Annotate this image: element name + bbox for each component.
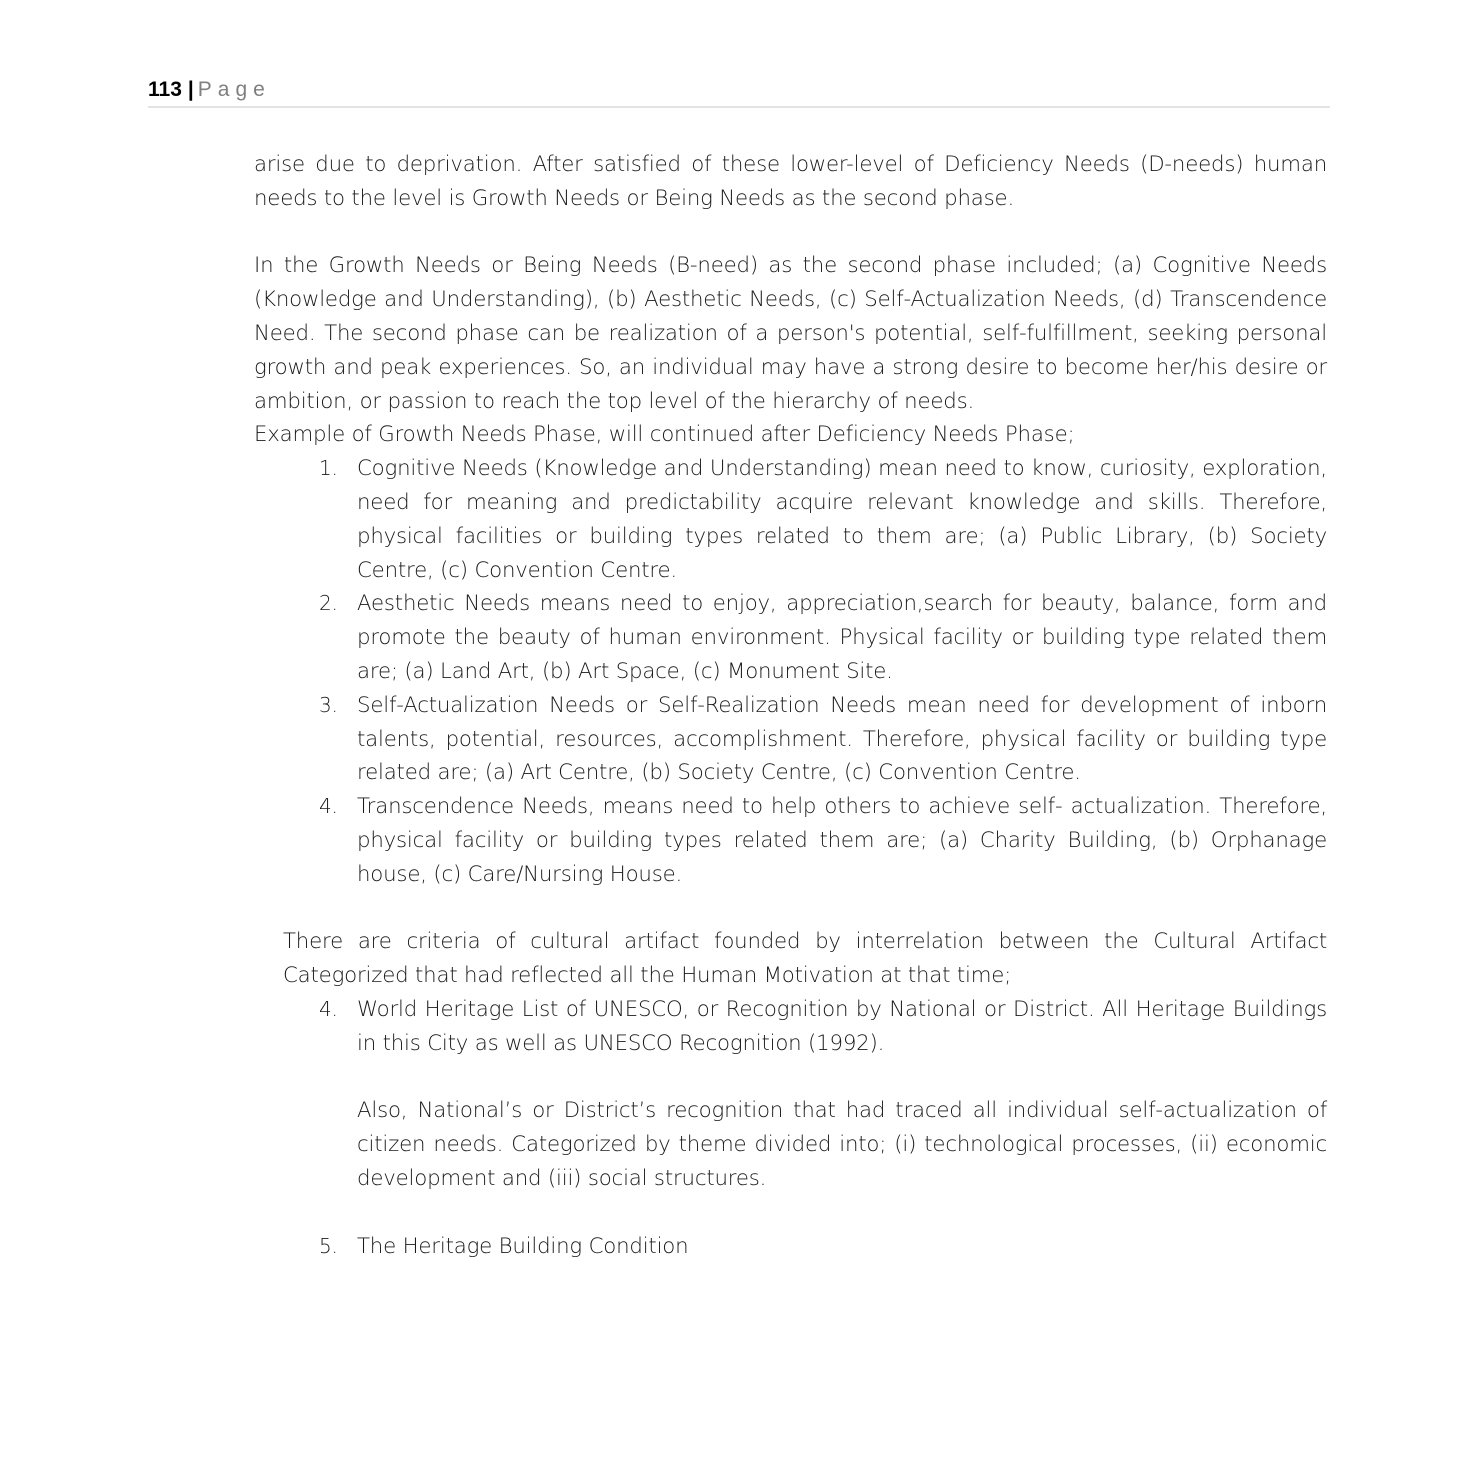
list-item-text: Cognitive Needs (Knowledge and Understanding) mean need to know, curiosity, exploration, need for meaning and predictability acquire relevant knowledge and skills. Therefore, physical facilities or building types related to them are; (a) Public Library, (b) Society Centre, (c) Convention Centre. bbox=[357, 456, 1327, 583]
paragraph-example-intro: Example of Growth Needs Phase, will continued after Deficiency Needs Phase; bbox=[254, 422, 1075, 448]
page-label: Page bbox=[197, 78, 271, 101]
page-header bbox=[148, 76, 1330, 108]
criteria-list-continued bbox=[254, 1230, 1327, 1264]
list-item-heritage-condition bbox=[254, 1230, 1327, 1264]
list-item-text: The Heritage Building Condition bbox=[357, 1233, 689, 1259]
document-body bbox=[254, 148, 1327, 1263]
list-number: 5. bbox=[319, 1233, 338, 1258]
page-number: 113 bbox=[148, 78, 182, 101]
list-item-text: Transcendence Needs, means need to help others to achieve self- actualization. Therefore, physical facility or building types related them are; (a) Charity Building, (b) Orphanage house, (c) Care/Nursing House. bbox=[357, 794, 1327, 887]
paragraph-cultural-artifact-criteria: There are criteria of cultural artifact founded by interrelation between the Cultural Artifact Categorized that had reflected all the Human Motivation at that time; bbox=[283, 929, 1327, 989]
paragraph-growth-needs: In the Growth Needs or Being Needs (B-need) as the second phase included; (a) Cognitive Needs (Knowledge and Understanding), (b) Aesthetic Needs, (c) Self-Actualization Needs, (d) Transcendence Need. The second phase can be realization of a person's potential, self-fulfillment, seeking personal growth and peak experiences. So, an individual may have a strong desire to become her/his desire or ambition, or passion to reach the top level of the hierarchy of needs. bbox=[254, 253, 1327, 414]
list-item-transcendence bbox=[254, 790, 1327, 891]
page-separator: | bbox=[187, 78, 194, 101]
paragraph-national-recognition: Also, National’s or District’s recognition that had traced all individual self-actualization of citizen needs. Categorized by theme divided into; (i) technological processes, (ii) economic development and (iii) social structures. bbox=[357, 1098, 1327, 1191]
list-number: 4. bbox=[319, 794, 338, 819]
paragraph-gap bbox=[254, 1196, 1327, 1230]
growth-needs-list bbox=[254, 452, 1327, 891]
paragraph-gap bbox=[254, 216, 1327, 250]
paragraph-deficiency-needs: arise due to deprivation. After satisfied of these lower-level of Deficiency Needs (D-needs) human needs to the level is Growth Needs or Being Needs as the second phase. bbox=[254, 152, 1327, 211]
paragraph-gap bbox=[254, 1061, 1327, 1095]
list-item-cognitive bbox=[254, 452, 1327, 587]
paragraph-gap bbox=[254, 892, 1327, 926]
list-item-self-actualization bbox=[254, 689, 1327, 790]
list-item-aesthetic bbox=[254, 587, 1327, 688]
list-number: 2. bbox=[319, 591, 338, 616]
list-number: 1. bbox=[319, 456, 338, 481]
list-number: 4. bbox=[319, 996, 338, 1021]
list-item-text: World Heritage List of UNESCO, or Recognition by National or District. All Heritage Buildings in this City as well as UNESCO Recognition (1992). bbox=[357, 996, 1327, 1056]
criteria-list bbox=[254, 993, 1327, 1061]
list-item-text: Self-Actualization Needs or Self-Realization Needs mean need for development of inborn talents, potential, resources, accomplishment. Therefore, physical facility or building type related are; (a) Art Centre, (b) Society Centre, (c) Convention Centre. bbox=[357, 692, 1327, 786]
list-item-text: Aesthetic Needs means need to enjoy, appreciation,search for beauty, balance, form and promote the beauty of human environment. Physical facility or building type related them are; (a) Land Art, (b) Art Space, (c) Monument Site. bbox=[357, 591, 1327, 684]
list-item-world-heritage bbox=[254, 993, 1327, 1061]
list-number: 3. bbox=[319, 692, 338, 717]
